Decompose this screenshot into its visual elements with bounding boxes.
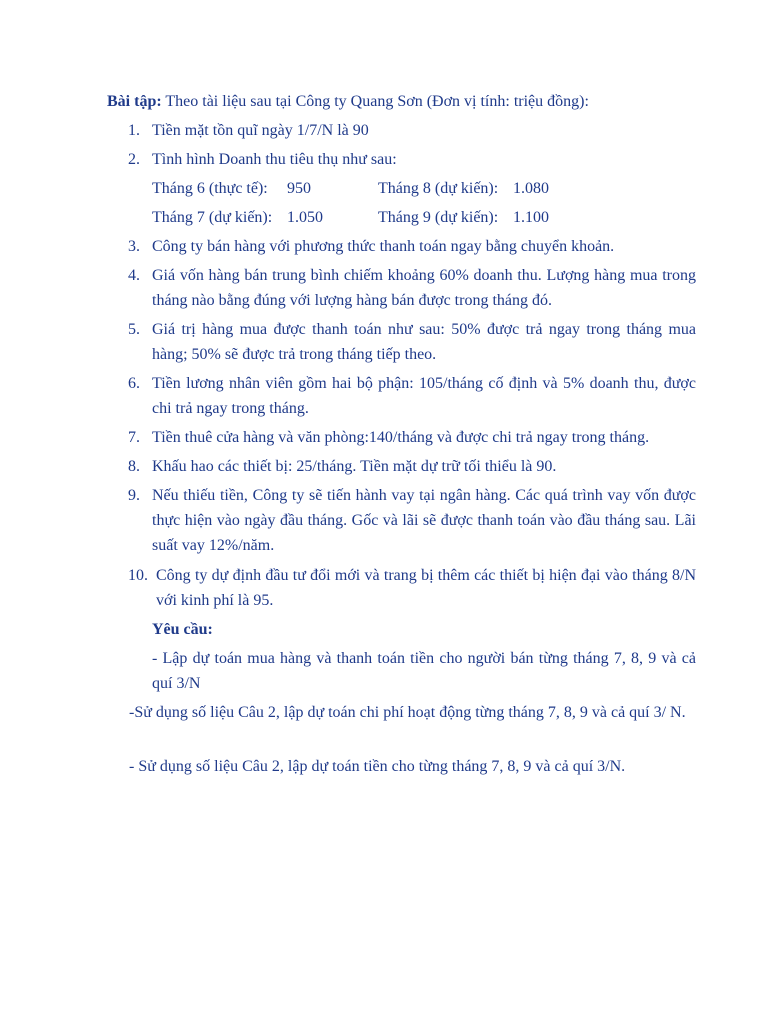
item-number: 6. (128, 375, 140, 392)
item-text: Tiền thuê cửa hàng và văn phòng:140/tháng và được chi trả ngay trong tháng. (152, 429, 650, 446)
item-text: Nếu thiếu tiền, Công ty sẽ tiến hành vay tại ngân hàng. Các quá trình vay vốn được thực hiện vào ngày đầu tháng. Gốc và lãi sẽ được thanh toán vào đầu tháng sau. Lãi suất vay 12%/năm. (152, 487, 696, 554)
list-item-10 (128, 563, 696, 613)
list-item-5 (128, 317, 696, 367)
item-number: 7. (128, 429, 140, 446)
list-item-9 (128, 483, 696, 558)
item-text: Giá vốn hàng bán trung bình chiếm khoảng 60% doanh thu. Lượng hàng mua trong tháng nào bằng đúng với lượng hàng bán được trong tháng đó. (152, 267, 696, 309)
item-number: 5. (128, 321, 140, 338)
revenue-label-july: Tháng 7 (dự kiến): (152, 209, 273, 226)
list-item-8 (128, 454, 696, 479)
item-text: Khấu hao các thiết bị: 25/tháng. Tiền mặt dự trữ tối thiểu là 90. (152, 458, 557, 475)
list-item-2 (128, 147, 696, 172)
exercise-label: Bài tập: (107, 93, 162, 110)
item-text: Tình hình Doanh thu tiêu thụ như sau: (152, 151, 397, 168)
item-text: Tiền mặt tồn quĩ ngày 1/7/N là 90 (152, 122, 369, 139)
list-item-3 (128, 234, 696, 259)
item-number: 9. (128, 487, 140, 504)
revenue-value-september: 1.100 (513, 209, 549, 226)
item-number: 10. (128, 567, 148, 584)
intro-text: Theo tài liệu sau tại Công ty Quang Sơn (Đơn vị tính: triệu đồng): (161, 93, 589, 110)
item-text: Tiền lương nhân viên gồm hai bộ phận: 105/tháng cố định và 5% doanh thu, được chi trả ngay trong tháng. (152, 375, 696, 417)
item-number: 8. (128, 458, 140, 475)
list-item-1 (128, 118, 696, 143)
revenue-value-july: 1.050 (287, 209, 323, 226)
revenue-value-august: 1.080 (513, 180, 549, 197)
item-number: 2. (128, 151, 140, 168)
list-item-4 (128, 263, 696, 313)
revenue-label-september: Tháng 9 (dự kiến): (378, 209, 499, 226)
item-text: Công ty bán hàng với phương thức thanh toán ngay bằng chuyển khoản. (152, 238, 615, 255)
revenue-value-june: 950 (287, 180, 311, 197)
intro-line (107, 89, 589, 114)
item-number: 1. (128, 122, 140, 139)
list-item-7 (128, 425, 696, 450)
item-text: Giá trị hàng mua được thanh toán như sau: 50% được trả ngay trong tháng mua hàng; 50% sẽ được trả trong tháng tiếp theo. (152, 321, 696, 363)
requirement-1: - Lập dự toán mua hàng và thanh toán tiền cho người bán từng tháng 7, 8, 9 và cả quí 3/N (152, 650, 696, 692)
item-number: 3. (128, 238, 140, 255)
item-number: 4. (128, 267, 140, 284)
list-item-6 (128, 371, 696, 421)
requirement-3: - Sử dụng số liệu Câu 2, lập dự toán tiền cho từng tháng 7, 8, 9 và cả quí 3/N. (129, 758, 626, 775)
requirements-title: Yêu cầu: (152, 621, 213, 638)
revenue-label-june: Tháng 6 (thực tế): (152, 180, 268, 197)
revenue-label-august: Tháng 8 (dự kiến): (378, 180, 499, 197)
requirement-2: -Sử dụng số liệu Câu 2, lập dự toán chi phí hoạt động từng tháng 7, 8, 9 và cả quí 3/ N. (129, 704, 686, 721)
item-text: Công ty dự định đầu tư đổi mới và trang bị thêm các thiết bị hiện đại vào tháng 8/N với kinh phí là 95. (156, 567, 696, 609)
